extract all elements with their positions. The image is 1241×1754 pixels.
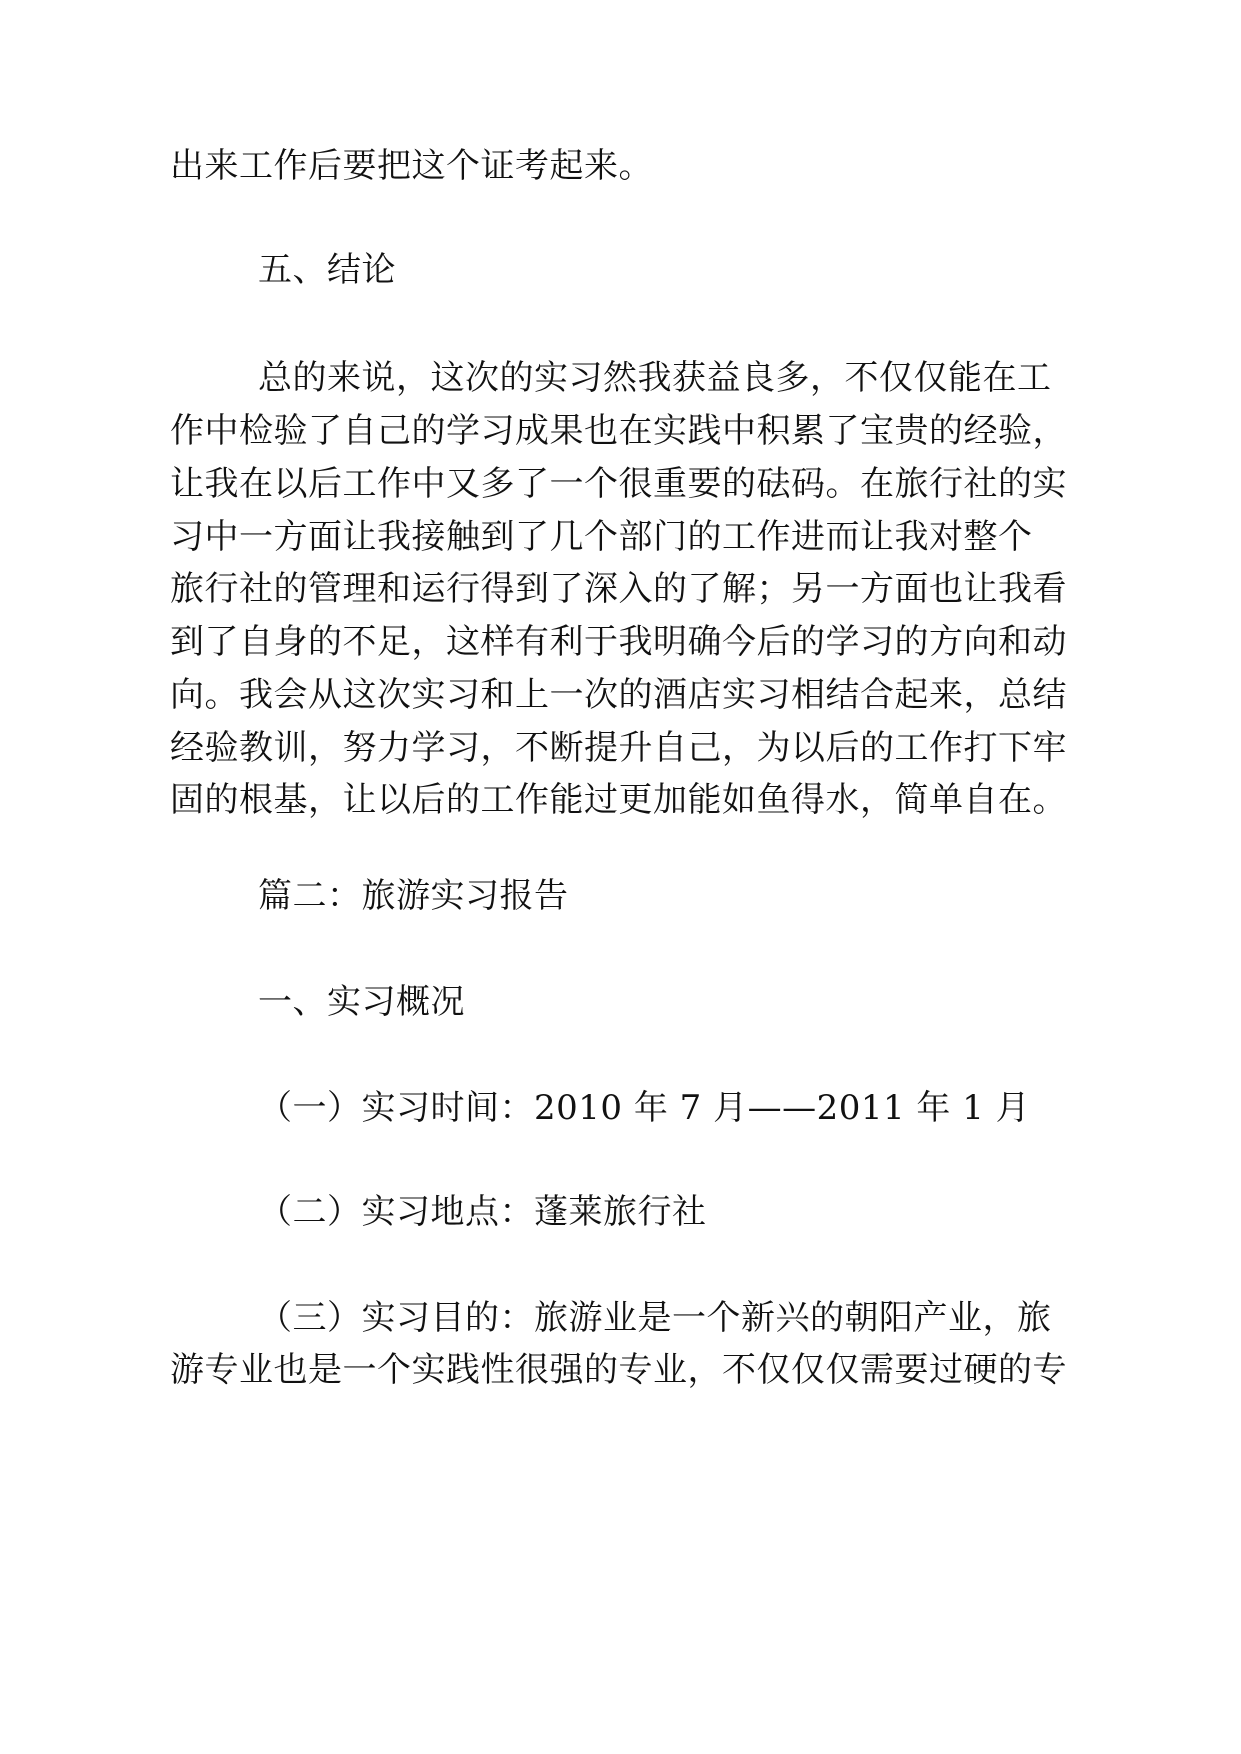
paragraph-line: 作中检验了自己的学习成果也在实践中积累了宝贵的经验， [170, 411, 1067, 451]
section-heading: 一、实习概况 [258, 982, 465, 1022]
section-heading: 篇二：旅游实习报告 [258, 876, 569, 916]
paragraph-line: 游专业也是一个实践性很强的专业，不仅仅仅需要过硬的专 [170, 1350, 1067, 1390]
paragraph-line: 让我在以后工作中又多了一个很重要的砝码。在旅行社的实 [170, 464, 1067, 504]
paragraph-line: 习中一方面让我接触到了几个部门的工作进而让我对整个 [170, 517, 1033, 557]
paragraph-line: （三）实习目的：旅游业是一个新兴的朝阳产业，旅 [258, 1298, 1052, 1338]
paragraph-line: 固的根基，让以后的工作能过更加能如鱼得水，简单自在。 [170, 780, 1067, 820]
section-heading: 五、结论 [258, 250, 396, 290]
text-line: 出来工作后要把这个证考起来。 [170, 146, 653, 186]
paragraph-line: 旅行社的管理和运行得到了深入的了解；另一方面也让我看 [170, 569, 1067, 609]
list-item: （一）实习时间：2010 年 7 月——2011 年 1 月 [258, 1088, 1031, 1128]
paragraph-line: 向。我会从这次实习和上一次的酒店实习相结合起来，总结 [170, 675, 1067, 715]
list-item: （二）实习地点：蓬莱旅行社 [258, 1192, 707, 1232]
paragraph-line: 经验教训，努力学习，不断提升自己，为以后的工作打下牢 [170, 728, 1067, 768]
paragraph-line: 总的来说，这次的实习然我获益良多，不仅仅能在工 [258, 358, 1052, 398]
paragraph-line: 到了自身的不足，这样有利于我明确今后的学习的方向和动 [170, 622, 1067, 662]
